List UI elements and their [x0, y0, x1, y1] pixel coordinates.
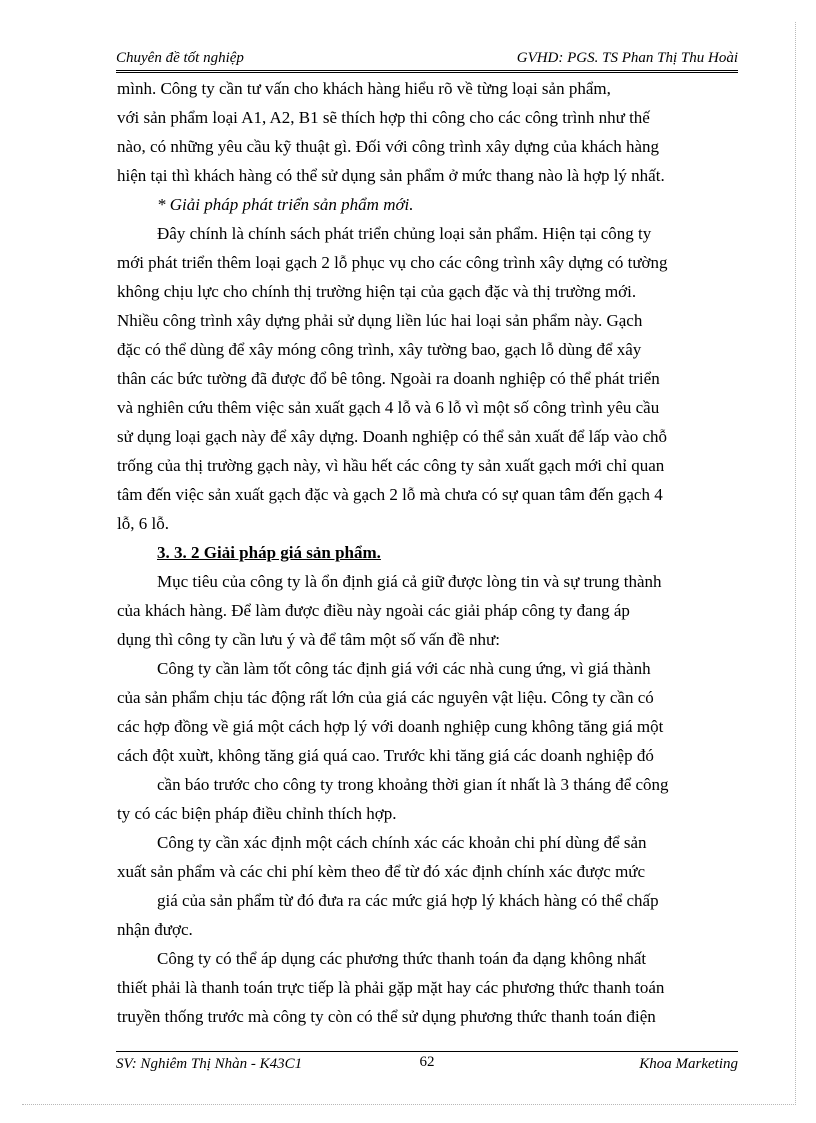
text-line: mình. Công ty cần tư vấn cho khách hàng hiểu rõ về từng loại sản phẩm, [117, 79, 611, 98]
text-line: Công ty cần làm tốt công tác định giá với các nhà cung ứng, vì giá thành [157, 659, 651, 678]
text-line: với sản phẩm loại A1, A2, B1 sẽ thích hợp thi công cho các công trình như thế [117, 108, 650, 127]
text-line: thiết phải là thanh toán trực tiếp là phải gặp mặt hay các phương thức thanh toán [117, 978, 665, 997]
footer-department: Khoa Marketing [639, 1056, 738, 1072]
text-line: của sản phẩm chịu tác động rất lớn của giá các nguyên vật liệu. Công ty cần có [117, 688, 654, 707]
text-line: ty có các biện pháp điều chỉnh thích hợp. [117, 804, 397, 823]
footer-author: SV: Nghiêm Thị Nhàn - K43C1 [116, 1056, 303, 1072]
text-line: đặc có thể dùng để xây móng công trình, xây tường bao, gạch lỗ dùng để xây [117, 340, 642, 359]
text-line: cần báo trước cho công ty trong khoảng thời gian ít nhất là 3 tháng để công [157, 775, 669, 794]
text-line: hiện tại thì khách hàng có thể sử dụng sản phẩm ở mức thang nào là hợp lý nhất. [117, 166, 665, 185]
text-line: Nhiều công trình xây dựng phải sử dụng liền lúc hai loại sản phẩm này. Gạch [117, 311, 643, 330]
text-line: mới phát triển thêm loại gạch 2 lỗ phục vụ cho các công trình xây dựng có tường [117, 253, 668, 272]
text-line: của khách hàng. Để làm được điều này ngoài các giải pháp công ty đang áp [117, 601, 630, 620]
footer-rule [116, 1051, 738, 1052]
subheading-new-product: * Giải pháp phát triển sản phẩm mới. [157, 195, 414, 214]
text-line: xuất sản phẩm và các chi phí kèm theo để từ đó xác định chính xác được mức [117, 862, 646, 881]
header-title: Chuyên đề tốt nghiệp [116, 50, 244, 66]
text-line: dụng thì công ty cần lưu ý và để tâm một số vấn đề như: [117, 630, 500, 649]
text-line: truyền thống trước mà công ty còn có thể sử dụng phương thức thanh toán điện [117, 1007, 656, 1026]
text-line: Công ty có thể áp dụng các phương thức thanh toán đa dạng không nhất [157, 949, 647, 968]
section-heading [117, 538, 739, 567]
text-line: thân các bức tường đã được đổ bê tông. Ngoài ra doanh nghiệp có thể phát triển [117, 369, 660, 388]
text-line: cách đột xuừt, không tăng giá quá cao. Trước khi tăng giá các doanh nghiệp đó [117, 746, 654, 765]
header-rule [116, 72, 738, 73]
text-line: và nghiên cứu thêm việc sản xuất gạch 4 lỗ và 6 lỗ vì một số công trình yêu cầu [117, 398, 660, 417]
header-supervisor: GVHD: PGS. TS Phan Thị Thu Hoài [516, 50, 738, 66]
text-line: nào, có những yêu cầu kỹ thuật gì. Đối với công trình xây dựng của khách hàng [117, 137, 660, 156]
text-line: giá của sản phẩm từ đó đưa ra các mức giá hợp lý khách hàng có thể chấp [157, 891, 659, 910]
text-line: Đây chính là chính sách phát triển chủng loại sản phẩm. Hiện tại công ty [157, 224, 652, 243]
text-line: nhận được. [117, 920, 193, 939]
text-line: các hợp đồng về giá một cách hợp lý với doanh nghiệp cung không tăng giá một [117, 717, 664, 736]
page-header [116, 48, 738, 71]
section-heading-text: 3. 3. 2 Giải pháp giá sản phẩm. [157, 543, 381, 562]
text-line: trống của thị trường gạch này, vì hầu hết các công ty sản xuất gạch mới chỉ quan [117, 456, 665, 475]
page-footer [116, 1054, 738, 1076]
text-line: không chịu lực cho chính thị trường hiện tại của gạch đặc và thị trường mới. [117, 282, 637, 301]
document-body [117, 74, 739, 1031]
text-line: lỗ, 6 lỗ. [117, 514, 169, 533]
text-line: Công ty cần xác định một cách chính xác các khoản chi phí dùng để sản [157, 833, 647, 852]
page-number: 62 [419, 1054, 435, 1070]
text-line: Mục tiêu của công ty là ổn định giá cả giữ được lòng tin và sự trung thành [157, 572, 662, 591]
text-line: tâm đến việc sản xuất gạch đặc và gạch 2 lỗ mà chưa có sự quan tâm đến gạch 4 [117, 485, 663, 504]
text-line: sử dụng loại gạch này để xây dựng. Doanh nghiệp có thể sản xuất để lấp vào chỗ [117, 427, 668, 446]
